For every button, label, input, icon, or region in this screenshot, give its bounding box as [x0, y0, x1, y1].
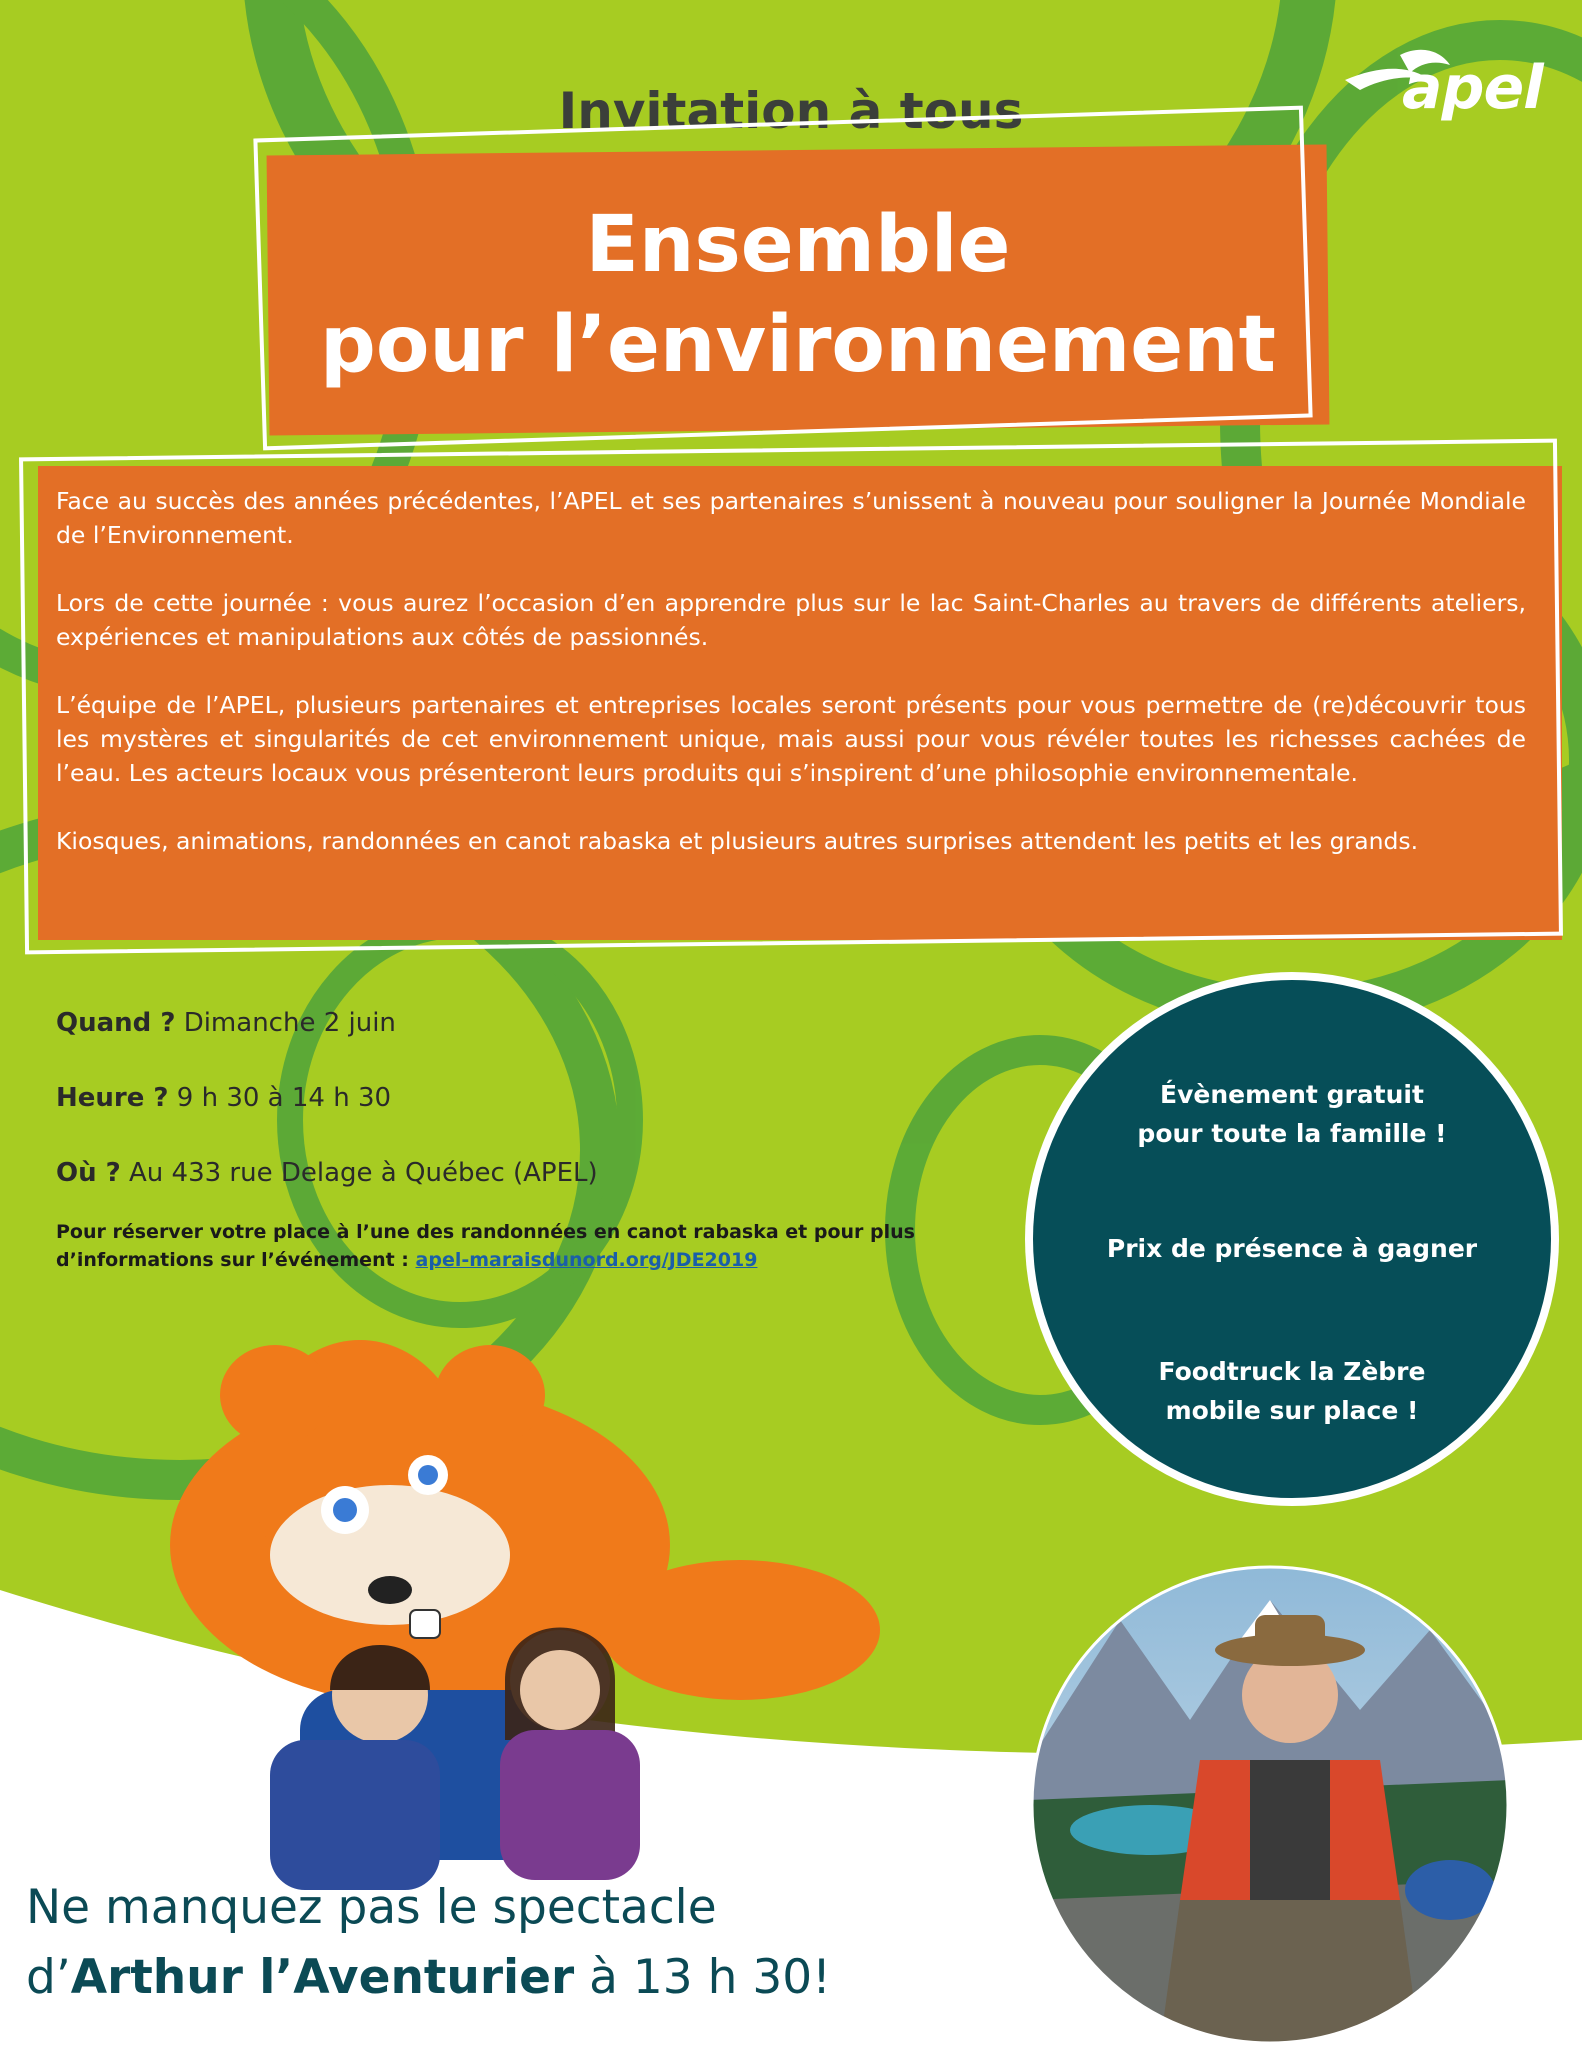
highlight-foodtruck-line-2: mobile sur place !: [1165, 1396, 1419, 1425]
when-label: Quand ?: [56, 1008, 176, 1038]
show-performer-name: Arthur l’Aventurier: [70, 1950, 575, 2005]
highlight-foodtruck-line-1: Foodtruck la Zèbre: [1158, 1357, 1426, 1386]
info-time: [56, 1083, 391, 1113]
info-when: [56, 1008, 396, 1038]
show-line-1: Ne manquez pas le spectacle: [26, 1880, 717, 1935]
invitation-heading: Invitation à tous: [558, 82, 1024, 140]
highlight-free-event-line-2: pour toute la famille !: [1137, 1119, 1447, 1148]
description-paragraph-1: Face au succès des années précédentes, l’APEL et ses partenaires s’unissent à nouveau pour souligner la Journée Mondiale de l’Environnement.: [56, 487, 1526, 549]
event-link[interactable]: apel-maraisdunord.org/JDE2019: [415, 1249, 758, 1271]
info-where: [56, 1158, 598, 1188]
title-line-1: Ensemble: [585, 200, 1011, 290]
reservation-line-2: [56, 1246, 1016, 1274]
where-value: Au 433 rue Delage à Québec (APEL): [129, 1158, 598, 1188]
highlights-circle: [1025, 972, 1559, 1506]
reservation-line-2-text: d’informations sur l’événement :: [56, 1249, 409, 1271]
description-paragraph-4: Kiosques, animations, randonnées en canot rabaska et plusieurs autres surprises attendent les petits et les grands.: [56, 827, 1419, 855]
reservation-line-1: Pour réserver votre place à l’une des randonnées en canot rabaska et pour plus: [56, 1221, 915, 1243]
logo-text: apel: [1402, 53, 1543, 123]
show-time: à 13 h 30!: [574, 1950, 831, 2005]
when-value: Dimanche 2 juin: [183, 1008, 396, 1038]
description-paragraph-3: L’équipe de l’APEL, plusieurs partenaires et entreprises locales seront présents pour vous permettre de (re)découvrir tous les mystères et singularités de cet environnement unique, mais aussi pour vous révéler toutes les richesses cachées de l’eau. Les acteurs locaux vous présenteront leurs produits qui s’inspirent d’une philosophie environnementale.: [56, 691, 1526, 787]
title-line-2: pour l’environnement: [320, 300, 1276, 390]
where-label: Où ?: [56, 1158, 121, 1188]
highlight-door-prizes: Prix de présence à gagner: [1106, 1234, 1478, 1263]
show-line-2: [26, 1950, 831, 2005]
time-label: Heure ?: [56, 1083, 169, 1113]
highlight-free-event-line-1: Évènement gratuit: [1160, 1080, 1424, 1109]
time-value: 9 h 30 à 14 h 30: [176, 1083, 392, 1113]
page-title: [268, 195, 1328, 395]
show-prefix: d’: [26, 1950, 71, 2005]
description-text: [56, 484, 1526, 892]
description-paragraph-2: Lors de cette journée : vous aurez l’occasion d’en apprendre plus sur le lac Saint-Charles au travers de différents ateliers, expériences et manipulations aux côtés de passionnés.: [56, 589, 1526, 651]
reservation-info: [56, 1218, 1016, 1274]
